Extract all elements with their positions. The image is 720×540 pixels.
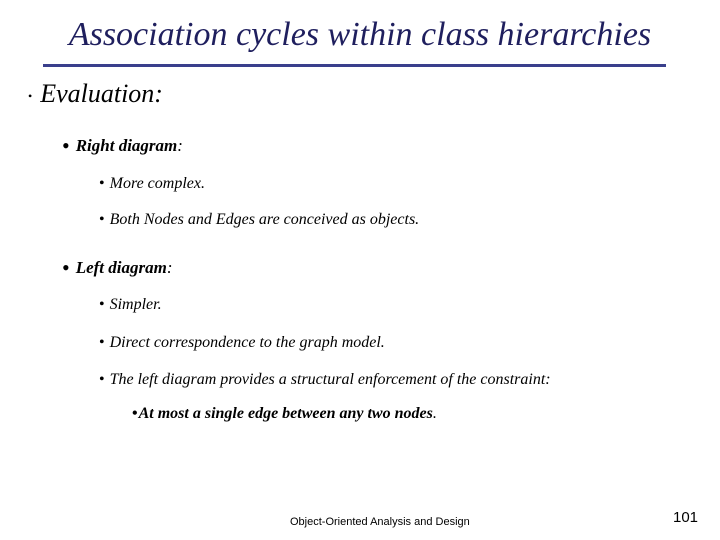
bullet-icon: • — [62, 133, 70, 158]
heading-text: Evaluation: — [40, 79, 163, 108]
section-label: Left diagram — [75, 258, 167, 277]
point-text: More complex. — [109, 175, 205, 192]
slide-title: Association cycles within class hierarchies — [68, 16, 652, 53]
bullet-icon: • — [28, 89, 33, 104]
list-item — [99, 294, 162, 316]
list-item — [99, 209, 419, 231]
section-colon: : — [177, 136, 183, 155]
list-item — [99, 369, 551, 391]
list-item — [99, 332, 385, 354]
evaluation-heading — [28, 76, 163, 114]
subpoint-text: At most a single edge between any two nodes — [138, 405, 433, 422]
subpoint-period: . — [432, 405, 437, 422]
list-item — [99, 173, 205, 195]
constraint-subpoint — [132, 403, 437, 425]
section-label: Right diagram — [75, 136, 178, 155]
page-number: 101 — [673, 509, 699, 526]
section-left-diagram — [62, 256, 173, 280]
point-text: Simpler. — [109, 296, 162, 313]
title-divider — [43, 64, 666, 67]
bullet-icon: • — [99, 371, 105, 388]
point-text: Both Nodes and Edges are conceived as objects. — [109, 211, 420, 228]
section-right-diagram — [62, 134, 183, 158]
bullet-icon: • — [99, 211, 105, 228]
footer-text: Object-Oriented Analysis and Design — [290, 516, 470, 528]
point-text: The left diagram provides a structural enforcement of the constraint: — [109, 371, 551, 388]
bullet-icon: • — [132, 405, 138, 422]
bullet-icon: • — [99, 334, 105, 351]
bullet-icon: • — [62, 255, 70, 280]
bullet-icon: • — [99, 296, 105, 313]
bullet-icon: • — [99, 175, 105, 192]
section-colon: : — [166, 258, 173, 277]
point-text: Direct correspondence to the graph model. — [109, 334, 385, 351]
